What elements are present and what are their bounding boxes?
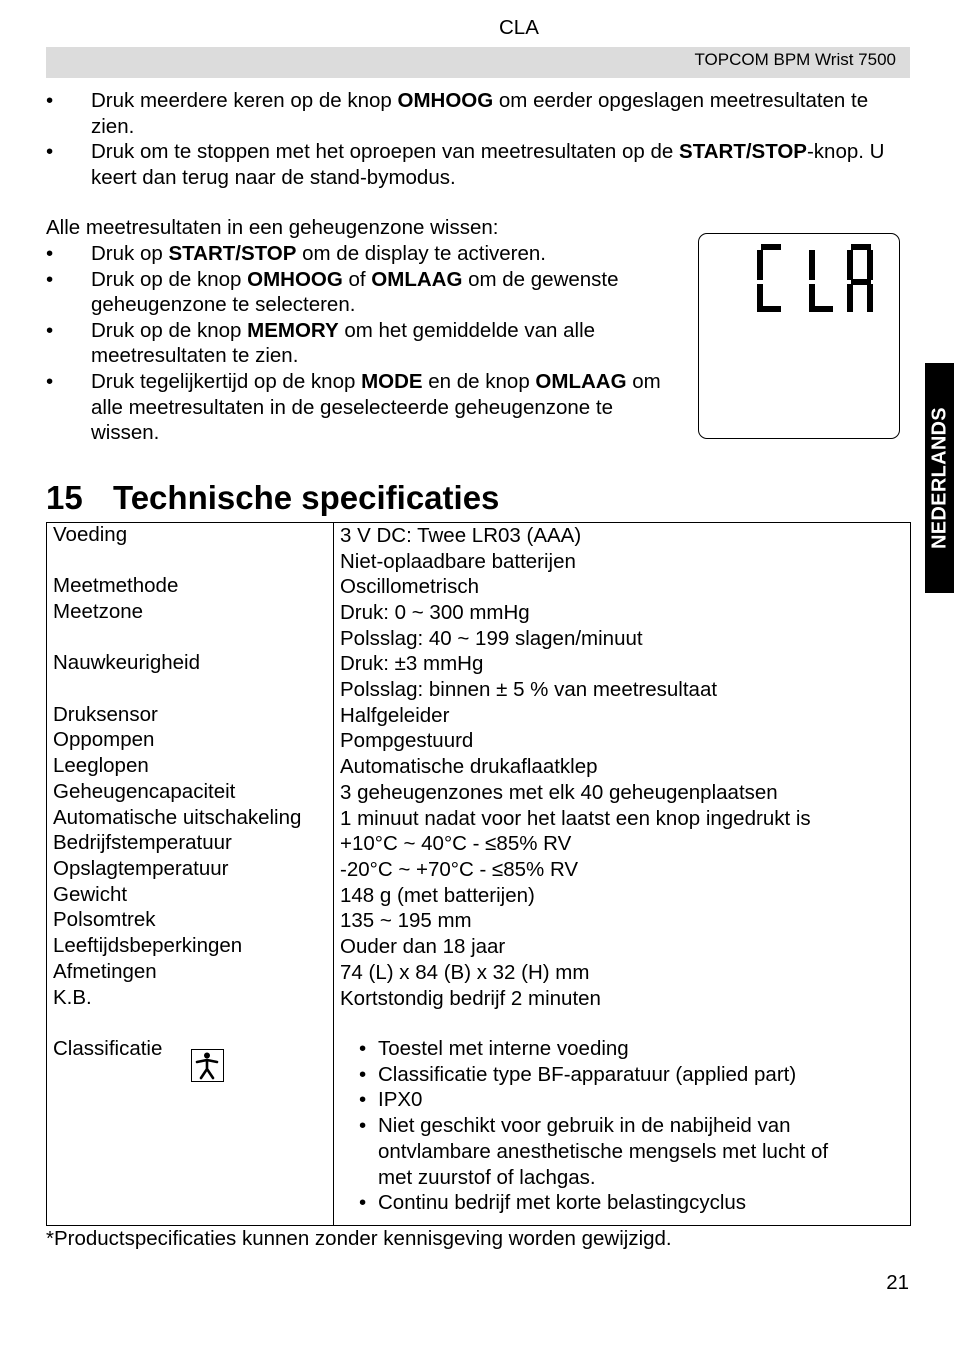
- item-text: om alle meetresultaten in de geselecteerde geheugenzone te wissen.: [91, 369, 661, 445]
- list-item: [46, 88, 912, 139]
- spec-value-line: 74 (L) x 84 (B) x 32 (H) mm: [340, 961, 590, 984]
- spec-label: Opslagtemperatuur: [53, 857, 229, 880]
- button-name: OMHOOG: [247, 267, 343, 291]
- item-text: Druk tegelijkertijd op de knop: [91, 369, 362, 393]
- display-readout: CLA: [499, 16, 539, 39]
- bullet-icon: •: [359, 1037, 367, 1060]
- spec-label: Oppompen: [53, 728, 155, 751]
- spec-value: [340, 986, 601, 1012]
- spec-label: Afmetingen: [53, 960, 157, 983]
- list-item: [46, 369, 676, 446]
- item-text: Continu bedrijf met korte belastingcyclus: [378, 1191, 747, 1215]
- spec-value: [340, 908, 472, 934]
- spec-label: Leeftijdsbeperkingen: [53, 934, 243, 957]
- spec-label: Automatische uitschakeling: [53, 806, 302, 829]
- spec-value: [340, 780, 778, 806]
- spec-value-line: Automatische drukaflaatklep: [340, 755, 598, 778]
- footnote: *Productspecificaties kunnen zonder kennisgeving worden gewijzigd.: [46, 1227, 672, 1250]
- spec-table: [46, 522, 911, 1226]
- history-instructions-list: [46, 88, 912, 190]
- spec-value-line: Druk: 0 ~ 300 mmHg: [340, 601, 530, 624]
- spec-value-line: Polsslag: 40 ~ 199 slagen/minuut: [340, 626, 643, 650]
- item-text: Druk op de knop: [91, 267, 248, 291]
- spec-label: Polsomtrek: [53, 908, 156, 931]
- spec-value-line: Niet-oplaadbare batterijen: [340, 549, 576, 573]
- bullet-icon: •: [46, 89, 54, 112]
- spec-value: [340, 883, 535, 909]
- spec-label: Leeglopen: [53, 754, 149, 777]
- spec-value-line: 3 geheugenzones met elk 40 geheugenplaatsen: [340, 781, 778, 804]
- item-text: of: [342, 267, 372, 291]
- spec-value: [340, 600, 643, 651]
- spec-value-line: Ouder dan 18 jaar: [340, 935, 506, 958]
- list-item: [359, 1087, 828, 1113]
- spec-value-line: Pompgestuurd: [340, 729, 474, 752]
- header-title: TOPCOM BPM Wrist 7500: [694, 50, 896, 69]
- section-number: 15: [46, 479, 83, 516]
- spec-label: Nauwkeurigheid: [53, 651, 201, 674]
- table-divider: [333, 523, 334, 1225]
- spec-label: Meetzone: [53, 600, 144, 623]
- item-text: Toestel met interne voeding: [378, 1037, 629, 1060]
- button-name: MEMORY: [247, 318, 339, 342]
- spec-value-line: +10°C ~ 40°C - ≤85% RV: [340, 832, 572, 855]
- bullet-icon: •: [46, 140, 54, 164]
- list-item: [359, 1062, 828, 1088]
- item-text: Druk op de knop: [91, 318, 248, 342]
- button-name: MODE: [361, 369, 423, 393]
- classification-list: [359, 1036, 828, 1216]
- clear-memory-heading: Alle meetresultaten in een geheugenzone wissen:: [46, 216, 499, 239]
- spec-value: [340, 754, 598, 780]
- list-item: [46, 318, 676, 369]
- bullet-icon: •: [359, 1114, 367, 1138]
- section-heading: Technische specificaties: [113, 479, 500, 516]
- bullet-icon: •: [46, 318, 54, 342]
- spec-value-line: -20°C ~ +70°C - ≤85% RV: [340, 858, 579, 881]
- clear-memory-instructions-list: [46, 241, 676, 446]
- button-name: OMHOOG: [397, 89, 494, 112]
- button-name: OMLAAG: [535, 369, 627, 393]
- spec-value: [340, 960, 589, 986]
- spec-value-line: 135 ~ 195 mm: [340, 909, 472, 932]
- list-item: [46, 139, 912, 190]
- spec-value: [340, 934, 505, 960]
- bullet-icon: •: [46, 242, 54, 265]
- item-text: om de display te activeren.: [296, 242, 546, 265]
- spec-label: Geheugencapaciteit: [53, 780, 236, 803]
- item-text: Druk op: [91, 242, 169, 265]
- item-text: Niet geschikt voor gebruik in de nabijheid van: [378, 1114, 791, 1138]
- list-item: [359, 1190, 828, 1216]
- spec-value-line: Polsslag: binnen ± 5 % van meetresultaat: [340, 677, 718, 701]
- section-title: [46, 478, 499, 518]
- bullet-icon: •: [359, 1088, 367, 1112]
- type-bf-body-icon: [191, 1049, 224, 1082]
- bullet-icon: •: [46, 267, 54, 291]
- item-text: -knop. U keert dan terug naar de stand-bymodus.: [91, 140, 885, 189]
- item-text: om de gewenste geheugenzone te selecteren.: [91, 267, 619, 317]
- spec-label: Classificatie: [53, 1037, 163, 1060]
- item-text: Druk meerdere keren op de knop: [91, 89, 398, 112]
- spec-value-line: Halfgeleider: [340, 704, 450, 727]
- spec-value: [340, 523, 581, 574]
- language-label: NEDERLANDS: [928, 407, 950, 549]
- spec-value-line: Druk: ±3 mmHg: [340, 652, 484, 675]
- spec-value-line: 148 g (met batterijen): [340, 884, 535, 907]
- spec-label: K.B.: [53, 986, 92, 1009]
- list-item: [359, 1036, 828, 1062]
- spec-value: [340, 806, 811, 832]
- spec-value-line: 1 minuut nadat voor het laatst een knop ingedrukt is: [340, 807, 811, 830]
- item-text: Classificatie type BF-apparatuur (applied part): [378, 1062, 797, 1086]
- item-text: ontvlambare anesthetische mengsels met lucht of: [378, 1139, 829, 1163]
- spec-value: [340, 651, 717, 702]
- page-number: 21: [886, 1271, 909, 1294]
- spec-label: Bedrijfstemperatuur: [53, 831, 232, 854]
- spec-label: Voeding: [53, 523, 128, 546]
- spec-value: [340, 831, 571, 857]
- language-side-tab: [925, 363, 954, 593]
- header-bar: [46, 47, 910, 78]
- spec-value: [340, 703, 449, 729]
- spec-label: Druksensor: [53, 703, 158, 726]
- spec-value-line: Kortstondig bedrijf 2 minuten: [340, 987, 601, 1010]
- spec-value: [340, 728, 473, 754]
- bullet-icon: •: [359, 1062, 367, 1086]
- spec-value-line: 3 V DC: Twee LR03 (AAA): [340, 524, 582, 547]
- item-text: om het gemiddelde van alle meetresultaten te zien.: [91, 318, 596, 368]
- item-text: Druk om te stoppen met het oproepen van meetresultaten op de: [91, 140, 680, 164]
- item-text: en de knop: [422, 369, 536, 393]
- button-name: START/STOP: [679, 140, 807, 164]
- bullet-icon: •: [46, 369, 54, 393]
- list-item: [46, 241, 676, 267]
- list-item: [359, 1113, 828, 1190]
- spec-label: Gewicht: [53, 883, 128, 906]
- spec-value-line: Oscillometrisch: [340, 575, 479, 598]
- button-name: OMLAAG: [371, 267, 463, 291]
- button-name: START/STOP: [168, 242, 297, 265]
- spec-value: [340, 857, 578, 883]
- spec-label: Meetmethode: [53, 574, 179, 597]
- item-text: met zuurstof of lachgas.: [378, 1165, 596, 1189]
- spec-value: [340, 574, 479, 600]
- bullet-icon: •: [359, 1191, 367, 1215]
- item-text: om eerder opgeslagen meetresultaten te zien.: [91, 89, 869, 138]
- list-item: [46, 267, 676, 318]
- item-text: IPX0: [378, 1088, 423, 1112]
